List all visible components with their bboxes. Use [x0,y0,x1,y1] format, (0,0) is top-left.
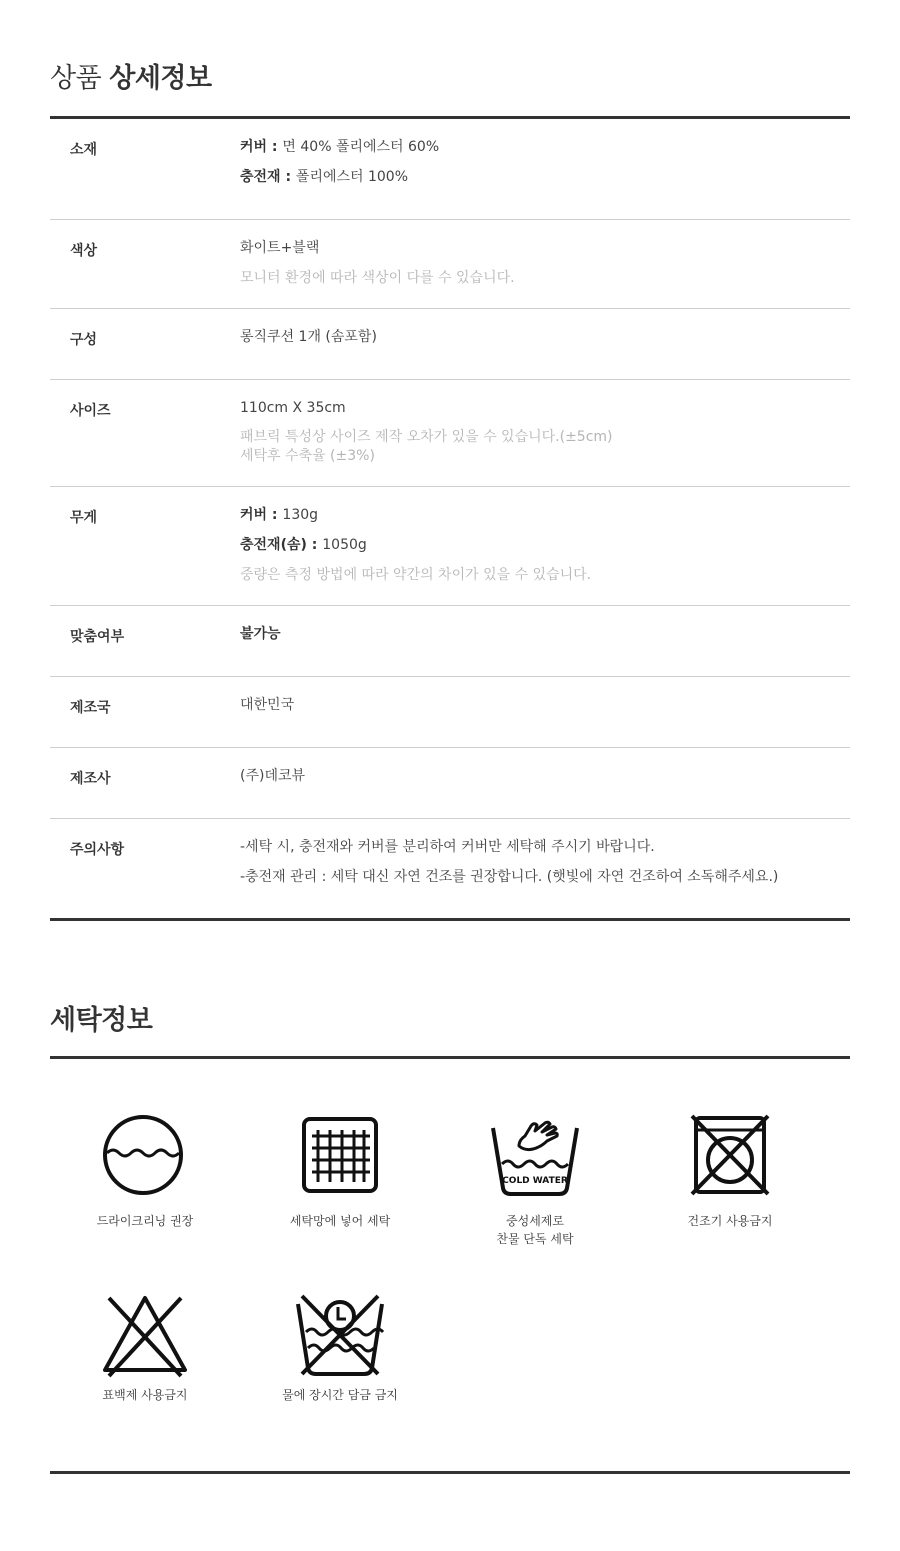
spec-row-custom [50,606,850,677]
spec-row-caution [50,819,850,919]
detail-bottom-rule [50,918,850,921]
spec-row-color [50,220,850,309]
value-note: 세탁후 수축율 (±3%) [240,448,375,464]
value-line: 커버 : 면 40% 폴리에스터 60% [240,139,440,155]
spec-row-material [50,119,850,220]
care-item-no-dryer [635,1112,825,1230]
care-item-no-bleach [50,1292,240,1404]
value-line: -충전재 관리 : 세탁 대신 자연 건조를 권장합니다. (햇빛에 자연 건조하여 소독해주세요.) [240,869,779,885]
row-value [240,327,377,357]
spec-row-country [50,677,850,748]
row-label: 제조국 [70,700,111,716]
value-line: 화이트+블랙 [240,240,320,256]
row-value [240,505,591,595]
title-light: 상품 [50,63,102,94]
value-line: 불가능 [240,626,281,642]
value-line: 충전재 : 폴리에스터 100% [240,169,409,185]
washing-rule [50,1056,850,1059]
care-caption: 세탁망에 넣어 세탁 [289,1214,391,1228]
care-caption: 물에 장시간 담금 금지 [282,1388,398,1402]
value-line: 커버 : 130g [240,507,319,523]
value-line: 대한민국 [240,697,295,713]
value-line: 롱직쿠션 1개 (솜포함) [240,329,377,345]
row-label: 제조사 [70,771,111,787]
page-title [50,56,212,95]
row-label: 색상 [70,243,98,259]
row-value [240,398,613,466]
value-note: 중량은 측정 방법에 따라 약간의 차이가 있을 수 있습니다. [240,567,592,583]
value-note: 모니터 환경에 따라 색상이 다를 수 있습니다. [240,270,515,286]
row-label: 구성 [70,332,98,348]
care-caption: 표백제 사용금지 [102,1388,188,1402]
title-bold: 상세정보 [109,63,212,94]
value-line: 충전재(솜) : 1050g [240,537,367,553]
no-bleach-icon [99,1292,191,1378]
no-long-soak-icon [294,1292,386,1378]
care-item-laundry-net [245,1112,435,1230]
spec-row-weight [50,487,850,606]
value-note: 패브릭 특성상 사이즈 제작 오차가 있을 수 있습니다.(±5cm) [240,429,613,445]
cold-water-label: COLD WATER [502,1176,568,1186]
row-label: 소재 [70,142,98,158]
care-caption: 중성세제로 찬물 단독 세탁 [496,1214,574,1246]
value-line: 110cm X 35cm [240,400,346,416]
value-line: (주)데코뷰 [240,768,306,784]
row-value [240,837,778,897]
row-value [240,238,515,298]
care-item-hand-wash [440,1112,630,1248]
care-item-dry-clean [50,1112,240,1230]
laundry-net-icon [298,1112,382,1198]
no-tumble-dry-icon [688,1112,772,1198]
row-label: 무게 [70,510,98,526]
care-caption: 드라이크리닝 권장 [96,1214,194,1228]
spec-row-composition [50,309,850,380]
value-line: -세탁 시, 충전재와 커버를 분리하여 커버만 세탁해 주시기 바랍니다. [240,839,655,855]
washing-bottom-rule [50,1471,850,1474]
row-label: 주의사항 [70,842,125,858]
spec-row-maker [50,748,850,819]
row-label: 맞춤여부 [70,629,125,645]
washing-title: 세탁정보 [50,1005,153,1036]
row-value [240,695,294,725]
row-value [240,766,305,796]
row-value [240,137,439,197]
care-caption: 건조기 사용금지 [687,1214,773,1228]
dry-clean-icon [103,1112,187,1198]
row-value [240,624,281,654]
care-item-no-soak [245,1292,435,1404]
hand-wash-cold-icon [489,1112,581,1198]
spec-row-size [50,380,850,487]
row-label: 사이즈 [70,403,111,419]
